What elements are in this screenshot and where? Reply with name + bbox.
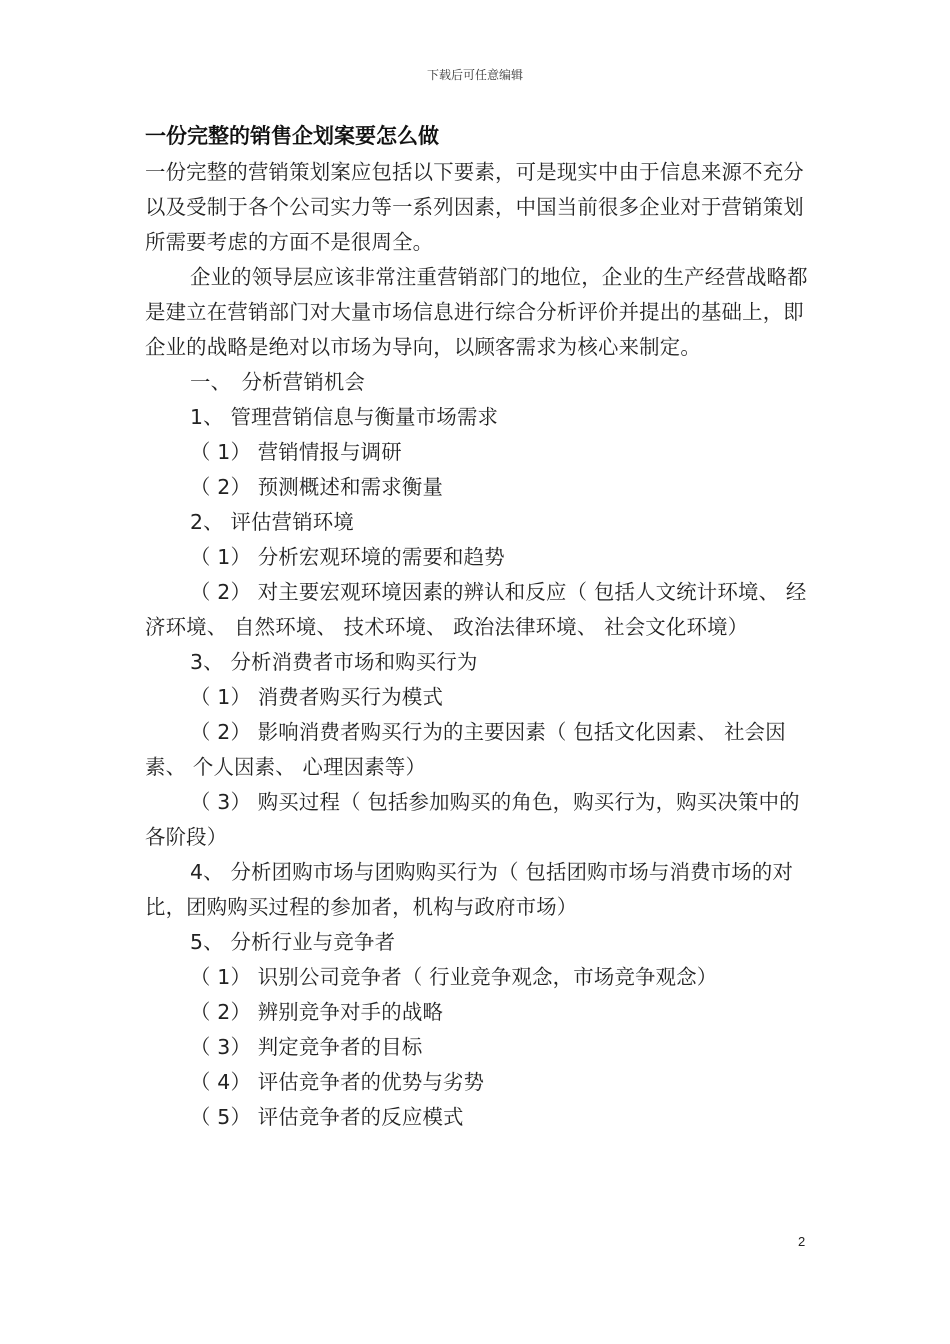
list-item: （ 1） 营销情报与调研 xyxy=(190,440,402,464)
paragraph-intro: 一份完整的营销策划案应包括以下要素，可是现实中由于信息来源不充分以及受制于各个公司实力等一系列因素，中国当前很多企业对于营销策划所需要考虑的方面不是很周全。 xyxy=(145,160,804,254)
list-item: （ 1） 分析宏观环境的需要和趋势 xyxy=(190,545,505,569)
list-item: 2、 评估营销环境 xyxy=(190,510,354,534)
list-item: （ 4） 评估竞争者的优势与劣势 xyxy=(190,1070,485,1094)
document-title: 一份完整的销售企划案要怎么做 xyxy=(145,124,439,148)
list-item: （ 2） 预测概述和需求衡量 xyxy=(190,475,444,499)
paragraph-leadership: 企业的领导层应该非常注重营销部门的地位，企业的生产经营战略都是建立在营销部门对大量市场信息进行综合分析评价并提出的基础上，即企业的战略是绝对以市场为导向，以顾客需求为核心来制定。 xyxy=(145,265,808,359)
section-heading-1: 一、 分析营销机会 xyxy=(190,370,366,394)
list-item: 1、 管理营销信息与衡量市场需求 xyxy=(190,405,499,429)
list-item: （ 2） 对主要宏观环境因素的辨认和反应（ 包括人文统计环境、 经济环境、 自然环境、 技术环境、 政治法律环境、 社会文化环境） xyxy=(145,580,807,639)
list-item: （ 2） 辨别竞争对手的战略 xyxy=(190,1000,444,1024)
list-item: （ 3） 购买过程（ 包括参加购买的角色，购买行为，购买决策中的各阶段） xyxy=(145,790,800,849)
list-item: （ 3） 判定竞争者的目标 xyxy=(190,1035,423,1059)
document-body xyxy=(145,155,810,1135)
list-item: （ 2） 影响消费者购买行为的主要因素（ 包括文化因素、 社会因素、 个人因素、 心理因素等） xyxy=(145,720,786,779)
list-item: （ 1） 消费者购买行为模式 xyxy=(190,685,444,709)
list-item: 3、 分析消费者市场和购买行为 xyxy=(190,650,478,674)
list-item: （ 1） 识别公司竞争者（ 行业竞争观念，市场竞争观念） xyxy=(190,965,718,989)
list-item: 4、 分析团购市场与团购购买行为（ 包括团购市场与消费市场的对比，团购购买过程的参加者，机构与政府市场） xyxy=(145,860,794,919)
list-item: （ 5） 评估竞争者的反应模式 xyxy=(190,1105,464,1129)
page-header: 下载后可任意编辑 xyxy=(426,68,523,82)
list-item: 5、 分析行业与竞争者 xyxy=(190,930,396,954)
page-number: 2 xyxy=(798,1234,806,1249)
